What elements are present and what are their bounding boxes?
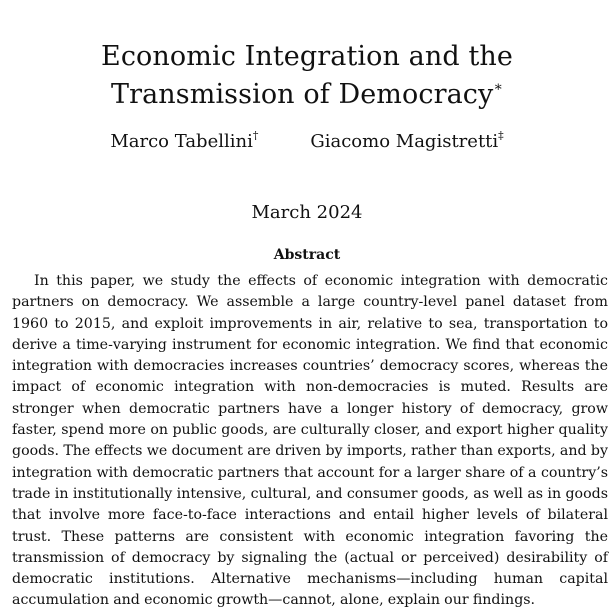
- author-list: [0, 130, 614, 154]
- abstract-body: In this paper, we study the effects of economic integration with democratic partners on democracy. We assemble a large country-level panel dataset from 1960 to 2015, and exploit improvements in air, relative to sea, transportation to derive a time-varying instrument for economic integration. We find that economic integration with democracies increases countries’ democracy scores, whereas the impact of economic integration with non-democracies is muted. Results are stronger when democratic partners have a longer history of democracy, grow faster, spend more on public goods, are culturally closer, and export higher quality goods. The effects we document are driven by imports, rather than exports, and by integration with democratic partners that account for a larger share of a country’s trade in institutionally intensive, cultural, and consumer goods, as well as in goods that involve more face-to-face interactions and entail higher levels of bilateral trust. These patterns are consistent with economic integration favoring the transmission of democracy by signaling the (actual or perceived) desirability of democratic institutions. Alternative mechanisms—including human capital accumulation and economic growth—cannot, alone, explain our findings.: [12, 273, 608, 609]
- abstract-heading: Abstract: [273, 247, 341, 263]
- author-2: [310, 130, 503, 154]
- author-2-footnote-mark: ‡: [498, 129, 504, 142]
- author-1: [110, 130, 258, 154]
- author-1-footnote-mark: †: [252, 129, 259, 142]
- paper-title-text: Economic Integration and the Transmission of Democracy: [101, 41, 513, 111]
- author-2-name: Giacomo Magistretti: [310, 131, 499, 152]
- publication-date: March 2024: [251, 202, 363, 223]
- paper-title: [20, 38, 594, 114]
- title-footnote-mark: ∗: [493, 79, 503, 96]
- author-1-name: Marco Tabellini: [110, 131, 253, 152]
